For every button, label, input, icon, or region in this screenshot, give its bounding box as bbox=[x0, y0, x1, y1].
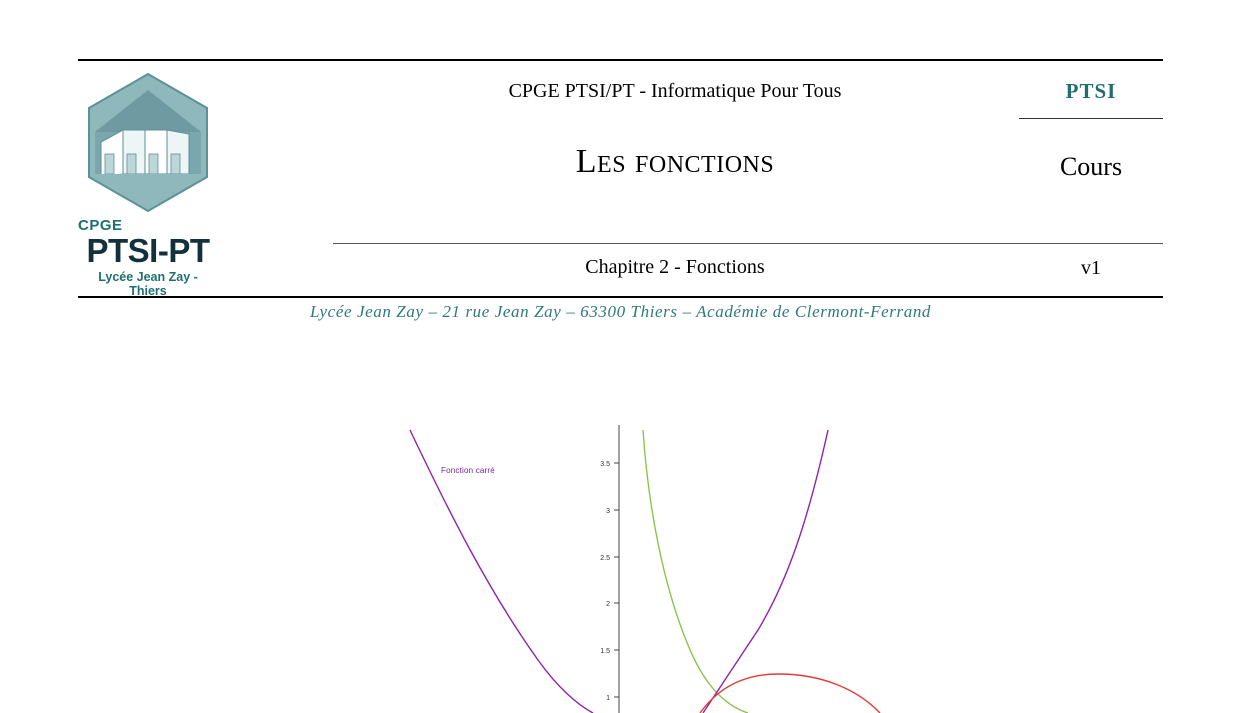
curve-fonction-carre-droite bbox=[703, 430, 828, 713]
tick-label: 3 bbox=[606, 508, 610, 515]
tick-label: 2 bbox=[606, 601, 610, 608]
header-chapter: Chapitre 2 - Fonctions bbox=[585, 256, 765, 278]
header-doc-type: Cours bbox=[1059, 152, 1123, 181]
logo-hexagon-icon bbox=[83, 70, 213, 215]
tick-label: 3.5 bbox=[600, 461, 610, 468]
page-title: Les fonctions bbox=[575, 143, 775, 180]
header-center-rule bbox=[333, 243, 1163, 244]
plot-annotation-fonction-carre: Fonction carré bbox=[441, 466, 495, 475]
school-logo bbox=[78, 70, 218, 298]
tick-label: 1.5 bbox=[600, 648, 610, 655]
header-bottom-rule bbox=[78, 296, 1163, 298]
curve-rouge bbox=[700, 674, 880, 713]
tick-label: 2.5 bbox=[600, 555, 610, 562]
y-axis-tick-labels bbox=[600, 461, 610, 702]
logo-cpge-label: CPGE bbox=[78, 217, 123, 234]
header-program-badge: PTSI bbox=[1065, 79, 1117, 103]
school-address: Lycée Jean Zay – 21 rue Jean Zay – 63300 Thiers – Académie de Clermont-Ferrand bbox=[309, 302, 932, 321]
header-right-rule bbox=[1019, 118, 1163, 119]
logo-school-name: Lycée Jean Zay - Thiers bbox=[98, 269, 198, 298]
header-course-line: CPGE PTSI/PT - Informatique Pour Tous bbox=[508, 80, 842, 102]
tick-label: 1 bbox=[606, 695, 610, 702]
functions-plot bbox=[248, 330, 990, 713]
plot-svg bbox=[248, 330, 990, 713]
curve-verte bbox=[643, 430, 748, 713]
curve-fonction-carre-gauche bbox=[410, 430, 593, 713]
header-top-rule bbox=[78, 59, 1163, 61]
y-axis-ticks bbox=[614, 463, 619, 697]
header-version: v1 bbox=[1081, 257, 1101, 279]
logo-name: PTSI-PT bbox=[86, 232, 210, 269]
